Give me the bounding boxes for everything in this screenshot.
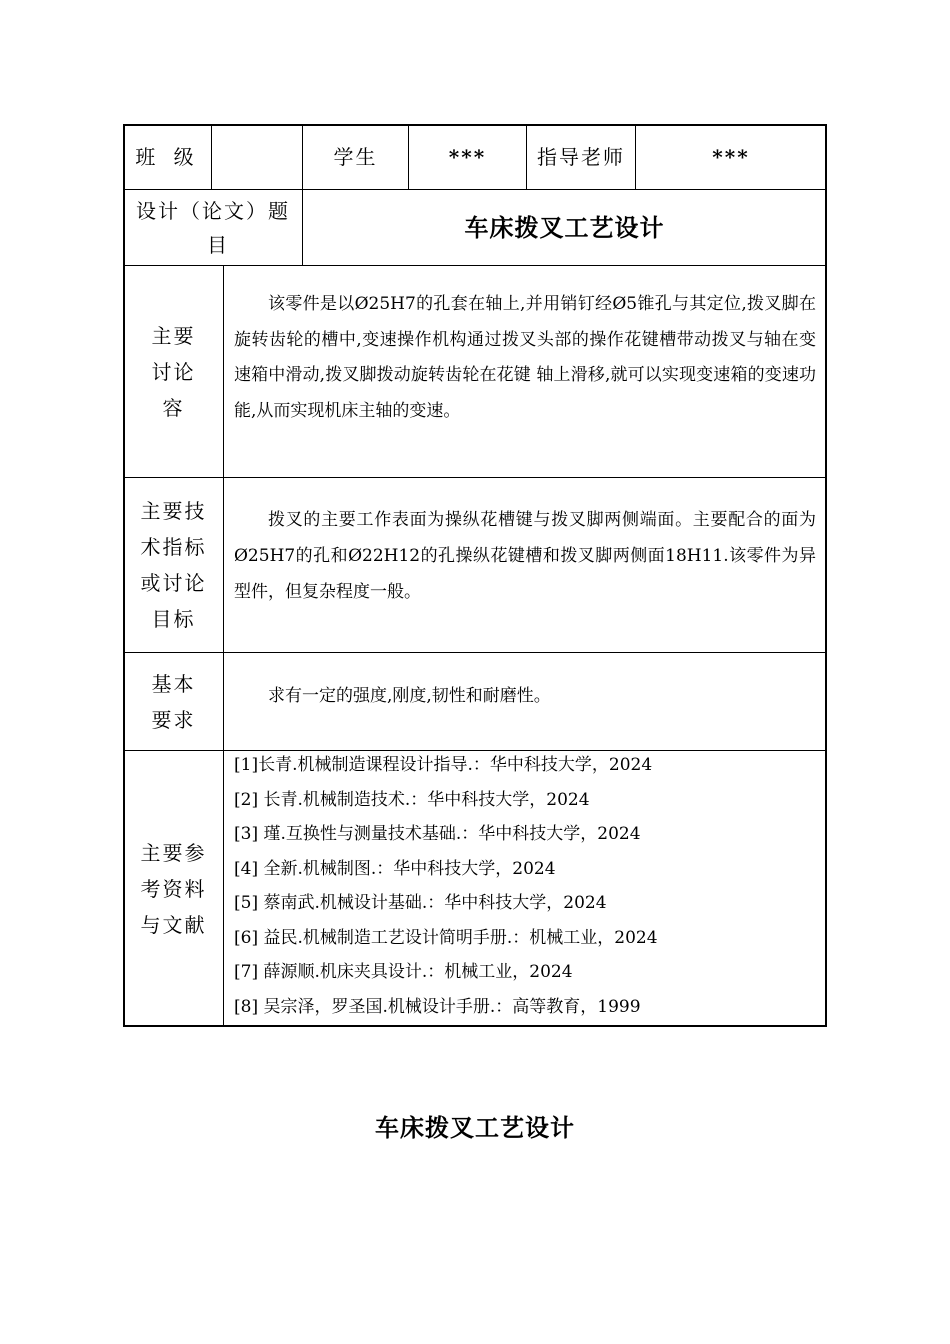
- reference-item: [1]长青.机械制造课程设计指导.：华中科技大学，2024: [234, 755, 653, 775]
- reference-item: [7] 薛源顺.机床夹具设计.：机械工业，2024: [234, 962, 573, 982]
- reference-item: [6] 益民.机械制造工艺设计简明手册.：机械工业，2024: [234, 927, 658, 948]
- student-value: ***: [448, 145, 487, 169]
- reference-item: [5] 蔡南武.机械设计基础.：华中科技大学，2024: [234, 893, 607, 913]
- requirements-label: [124, 653, 223, 750]
- targets-paragraph: 拨叉的主要工作表面为操纵花槽键与拨叉脚两侧端面。主要配合的面为Ø25H7的孔和Ø22H12的孔操纵花键槽和拨叉脚两侧面18H11.该零件为异型件，但复杂程度一般。: [234, 510, 816, 602]
- row-divider: [124, 652, 826, 653]
- row-divider: [124, 477, 826, 478]
- content-label-line: 主要: [151, 323, 196, 348]
- content-label: [124, 266, 223, 477]
- reference-item: [2] 长青.机械制造技术.：华中科技大学，2024: [234, 789, 590, 810]
- topic-label-line2: 目: [207, 232, 229, 257]
- reference-item: [8] 吴宗泽，罗圣国.机械设计手册.：高等教育，1999: [234, 996, 641, 1017]
- targets-label-line: 术指标: [140, 535, 207, 559]
- topic-value: 车床拨叉工艺设计: [464, 213, 665, 242]
- col-divider: [223, 265, 224, 1026]
- targets-label: [124, 478, 223, 652]
- content-text: [234, 287, 816, 429]
- class-label: 班 级: [135, 145, 200, 169]
- targets-text: [234, 502, 816, 610]
- references-label-line: 主要参: [140, 840, 207, 865]
- requirements-paragraph: 求有一定的强度,刚度,韧性和耐磨性。: [268, 686, 551, 706]
- row-divider: [124, 265, 826, 266]
- reference-list: [234, 748, 814, 1024]
- requirements-text: [234, 678, 816, 714]
- targets-label-line: 目标: [151, 607, 196, 631]
- targets-label-line: 或讨论: [140, 571, 207, 595]
- advisor-value: ***: [712, 145, 750, 169]
- advisor-label: 指导老师: [537, 145, 625, 169]
- references-label-line: 与文献: [140, 912, 207, 937]
- content-paragraph: 该零件是以Ø25H7的孔套在轴上,并用销钉经Ø5锥孔与其定位,拨叉脚在旋转齿轮的槽中,变速操作机构通过拨叉头部的操作花键槽带动拨叉与轴在变速箱中滑动,拨叉脚拨动旋转齿轮在花键 轴上滑移,就可以实现变速箱的变速功能,从而实现机床主轴的变速。: [234, 294, 816, 421]
- content-label-line: 容: [162, 395, 185, 420]
- targets-label-line: 主要技: [140, 499, 207, 523]
- references-label-line: 考资料: [140, 876, 207, 901]
- topic-label-line1: 设计（论文）题: [136, 198, 290, 223]
- reference-item: [4] 全新.机械制图.：华中科技大学，2024: [234, 858, 556, 879]
- references-label: [124, 751, 223, 1026]
- reference-item: [3] 瑾.互换性与测量技术基础.：华中科技大学，2024: [234, 824, 641, 844]
- student-label: 学生: [333, 145, 378, 169]
- requirements-label-line: 要求: [151, 707, 196, 732]
- topic-label: [124, 190, 302, 265]
- class-value: [212, 125, 302, 189]
- requirements-label-line: 基本: [151, 671, 196, 696]
- document-title: 车床拨叉工艺设计: [375, 1114, 575, 1142]
- content-label-line: 讨论: [151, 359, 196, 384]
